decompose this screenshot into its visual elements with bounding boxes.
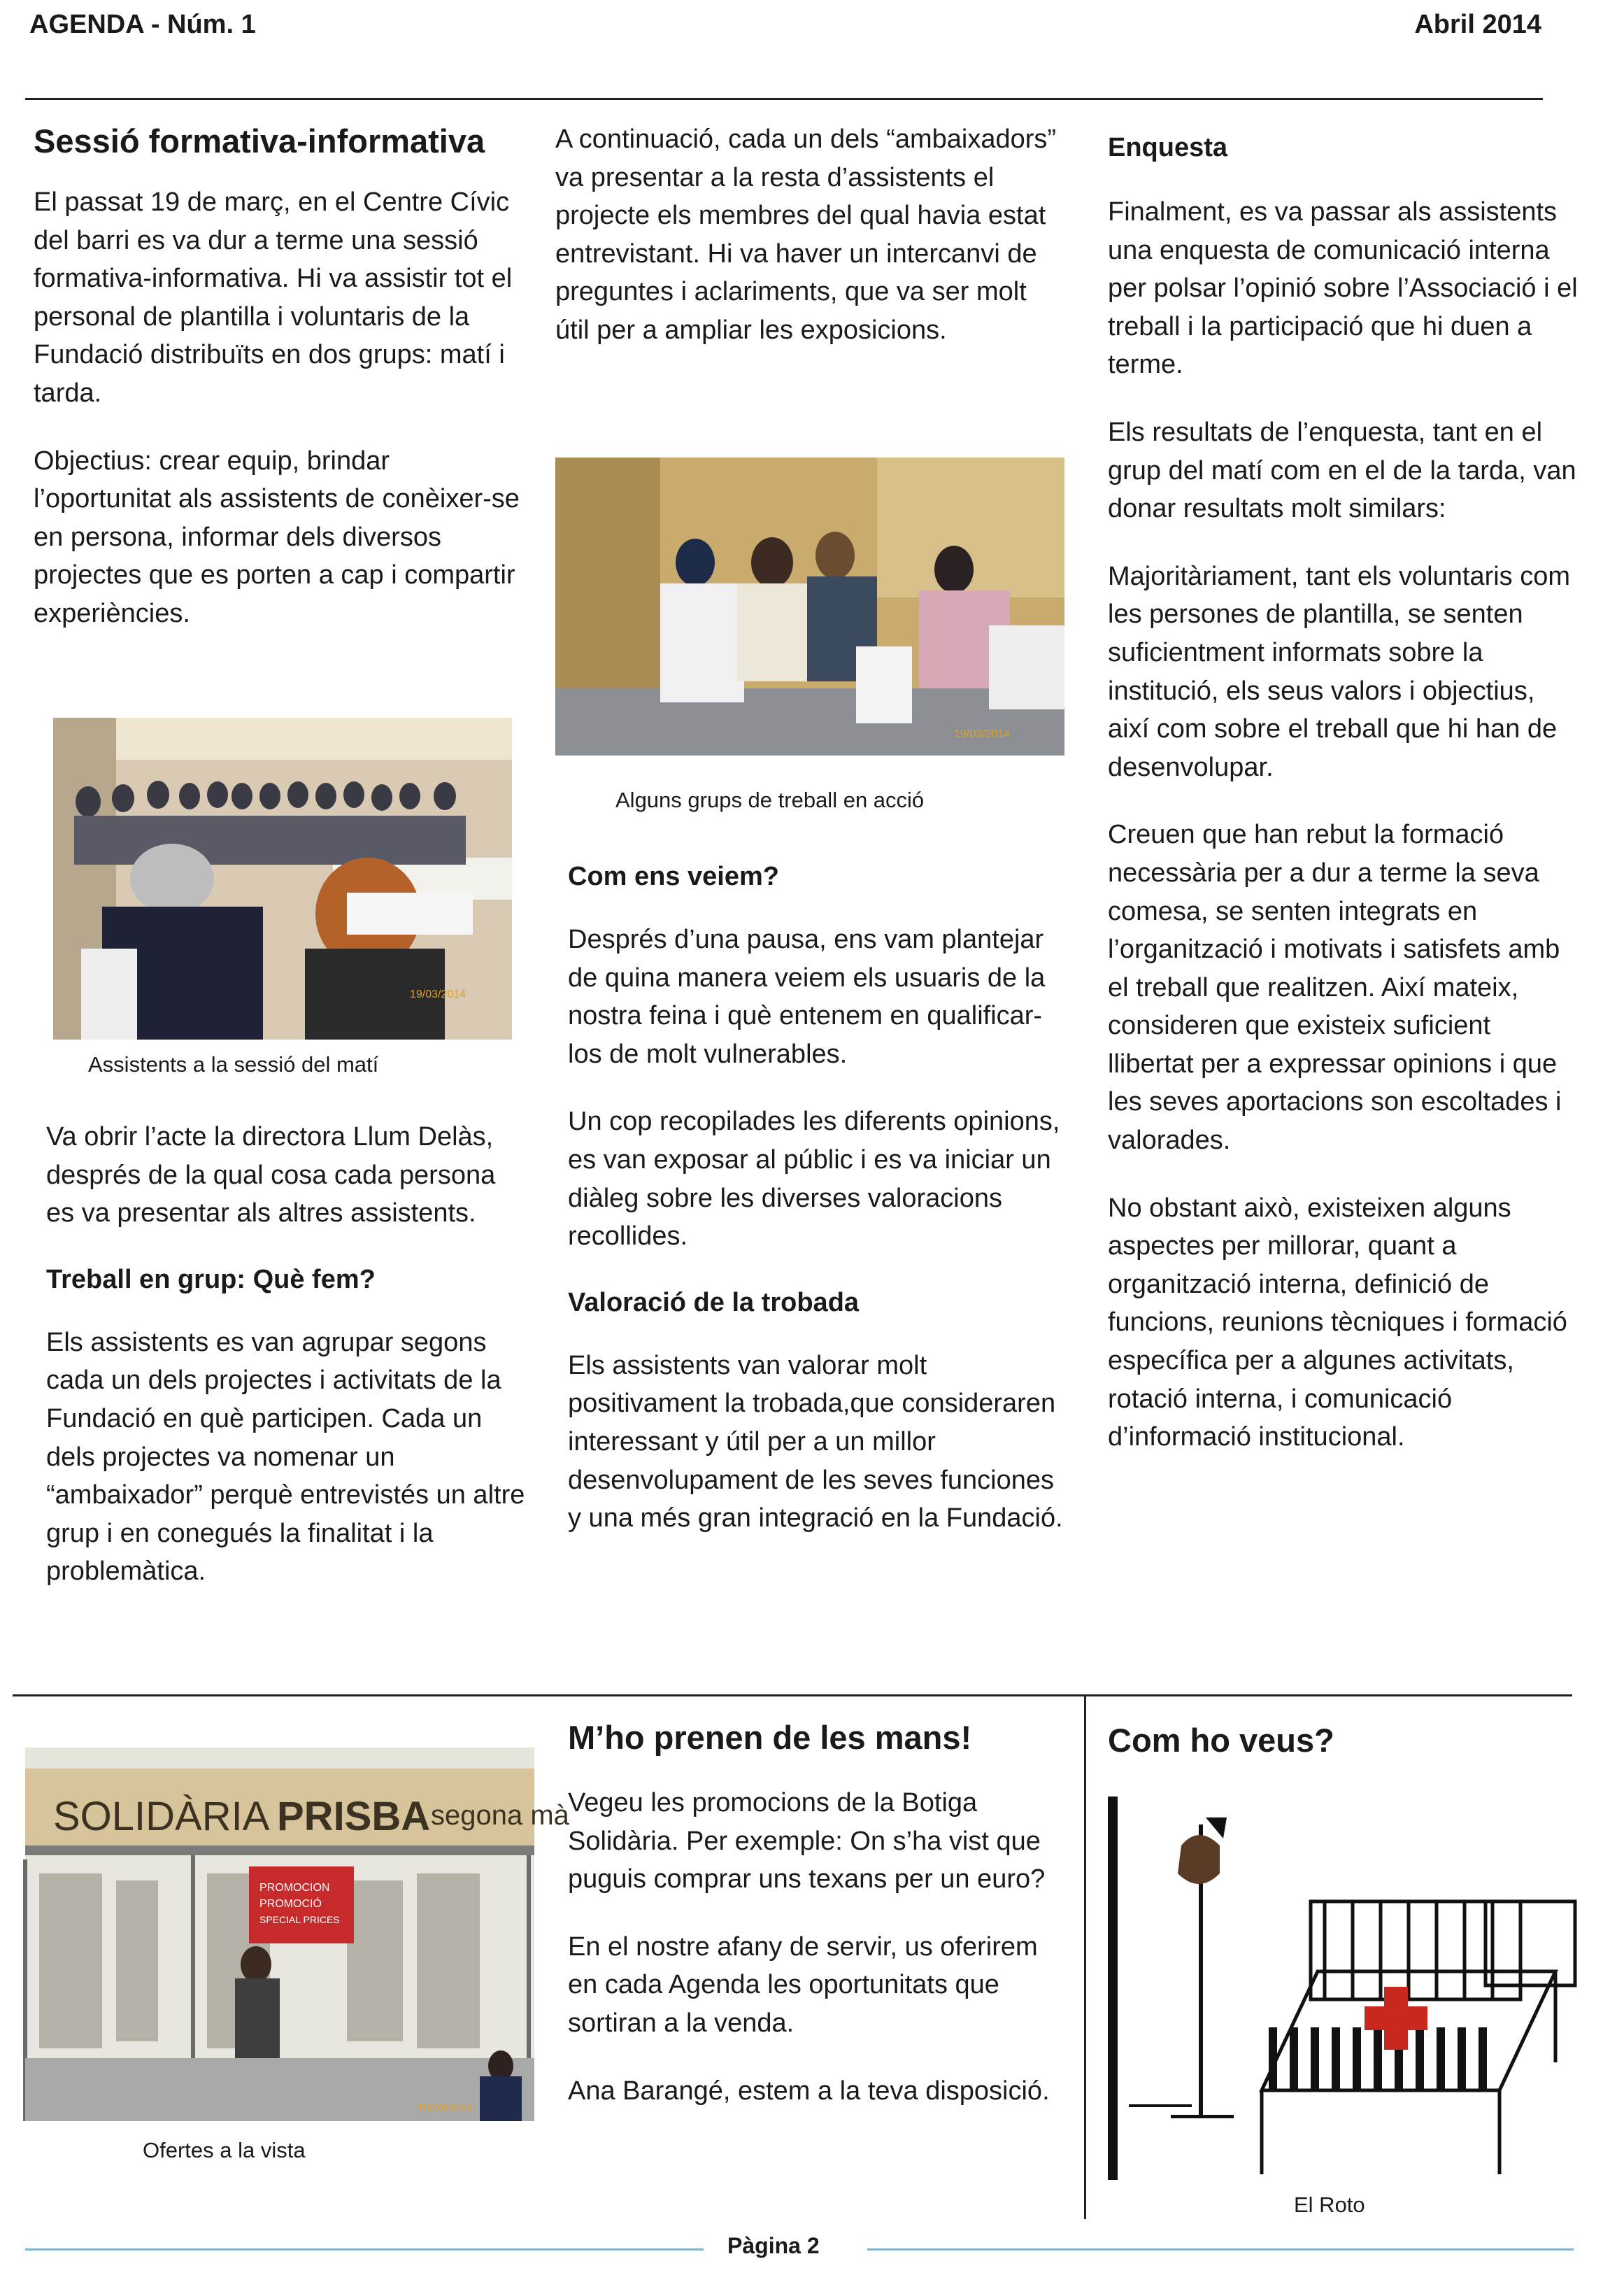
paragraph: Els assistents van valorar molt positivament la trobada,que consideraren interessant y útil per a un millor desenvolupament de les seves funciones y una més gran integració en la Fundació. — [568, 1350, 1063, 1533]
paragraph: En el nostre afany de servir, us oferirem en cada Agenda les oportunitats que sortiran a la venda. — [568, 1932, 1038, 2038]
section-subtitle: Enquesta — [1108, 133, 1228, 162]
newsletter-date: Abril 2014 — [1414, 10, 1541, 39]
photo-date-stamp: 19/03/2014 — [954, 728, 1011, 740]
photo-date-stamp: 19/03/2014 — [417, 2102, 473, 2114]
photo-date-stamp: 19/03/2014 — [410, 988, 466, 1000]
section-subtitle: Valoració de la trobada — [568, 1287, 860, 1317]
paragraph: Finalment, es va passar als assistents una enquesta de comunicació interna per polsar l’opinió sobre l’Associació i el treball i la participació que hi duen a terme. — [1108, 197, 1578, 380]
column-2-bottom — [568, 859, 1066, 1538]
footer-rule-right — [867, 2248, 1574, 2251]
photo-caption: Ofertes a la vista — [143, 2138, 306, 2162]
column-bottom-middle — [568, 1717, 1066, 2110]
paragraph: Ana Barangé, estem a la teva disposició. — [568, 2076, 1050, 2106]
paragraph: Majoritàriament, tant els voluntaris com les persones de plantilla, se senten suficientment informats sobre la institució, els seus valors i objectius, així com sobre el treball que hi han de desenvolupar. — [1108, 561, 1571, 782]
column-1-bottom — [46, 1118, 529, 1591]
column-1-top — [34, 120, 523, 662]
section-divider — [13, 1694, 1572, 1696]
paragraph: Vegeu les promocions de la Botiga Solidària. Per exemple: On s’ha vist que puguis comprar uns texans per un euro? — [568, 1788, 1046, 1894]
column-divider — [1084, 1696, 1086, 2219]
promo-sign: SPECIAL PRICES — [259, 1914, 340, 1925]
paragraph: A continuació, cada un dels “ambaixadors” va presentar a la resta d’assistents el projecte els membres del qual havia estat entrevistant. Hi va haver un intercanvi de preguntes i aclariments, que va ser molt útil per a ampliar les exposicions. — [555, 125, 1057, 345]
photo-caption: Assistents a la sessió del matí — [88, 1052, 379, 1077]
shop-sign-sub: segona mà — [431, 1800, 569, 1831]
article-title: Com ho veus? — [1108, 1722, 1334, 1759]
paragraph: No obstant això, existeixen alguns aspectes per millorar, quant a organització interna, definició de funcions, reunions tècniques i formació específica per a algunes activitats, rotació interna, i comunicació d’informació institucional. — [1108, 1193, 1567, 1452]
article-title: Sessió formativa-informativa — [34, 122, 485, 160]
page-number: Pàgina 2 — [727, 2233, 820, 2258]
section-subtitle: Treball en grup: Què fem? — [46, 1264, 376, 1294]
footer-rule-left — [25, 2248, 704, 2251]
article-title: M’ho prenen de les mans! — [568, 1719, 972, 1756]
paragraph: El passat 19 de març, en el Centre Cívic del barri es va dur a terme una sessió formativa-informativa. Hi va assistir tot el personal de plantilla i voluntaris de la Fundació distribuïts en dos grups: matí i tarda. — [34, 187, 513, 408]
photo-morning-session — [53, 718, 512, 1040]
cartoon-hospital-bed — [1108, 1797, 1575, 2180]
paragraph: Objectius: crear equip, brindar l’oportunitat als assistents de conèixer-se en persona, informar dels diversos projectes que es porten a cap i compartir experiències. — [34, 446, 520, 628]
paragraph: Creuen que han rebut la formació necessària per a dur a terme la seva comesa, se senten integrats en l’organització i motivats i satisfets amb el treball que realitzen. Així mateix, consideren que existeix suficient llibertat per a expressar opinions i que les seves aportacions son escoltades i valorades. — [1108, 820, 1562, 1156]
cartoon-credit: El Roto — [1294, 2192, 1365, 2217]
column-2-top — [555, 120, 1059, 350]
photo-working-groups — [555, 458, 1064, 756]
header-rule — [25, 98, 1543, 100]
photo-caption: Alguns grups de treball en acció — [615, 788, 925, 812]
photo-charity-shop — [25, 1748, 569, 2121]
paragraph: Un cop recopilades les diferents opinions, es van exposar al públic i es va iniciar un diàleg sobre les diverses valoracions recollides. — [568, 1107, 1060, 1252]
promo-sign: PROMOCION — [259, 1882, 330, 1894]
shop-sign-brand: PRISBA — [277, 1794, 431, 1839]
section-subtitle: Com ens veiem? — [568, 862, 779, 891]
column-3 — [1108, 130, 1583, 1457]
newsletter-issue: AGENDA - Núm. 1 — [29, 10, 256, 39]
paragraph: Després d’una pausa, ens vam plantejar de quina manera veiem els usuaris de la nostra feina i què entenem en qualificar-los de molt vulnerables. — [568, 925, 1046, 1069]
paragraph: Els resultats de l’enquesta, tant en el grup del matí com en el de la tarda, van donar resultats molt similars: — [1108, 417, 1576, 524]
paragraph: Els assistents es van agrupar segons cada un dels projectes i activitats de la Fundació en què participen. Cada un dels projectes va nomenar un “ambaixador” perquè entrevistés un altre grup i en conegués la finalitat i la problemàtica. — [46, 1327, 525, 1587]
shop-sign: SOLIDÀRIA — [53, 1794, 270, 1839]
paragraph: Va obrir l’acte la directora Llum Delàs, després de la qual cosa cada persona es va presentar als altres assistents. — [46, 1122, 496, 1228]
promo-sign: PROMOCIÓ — [259, 1898, 322, 1910]
